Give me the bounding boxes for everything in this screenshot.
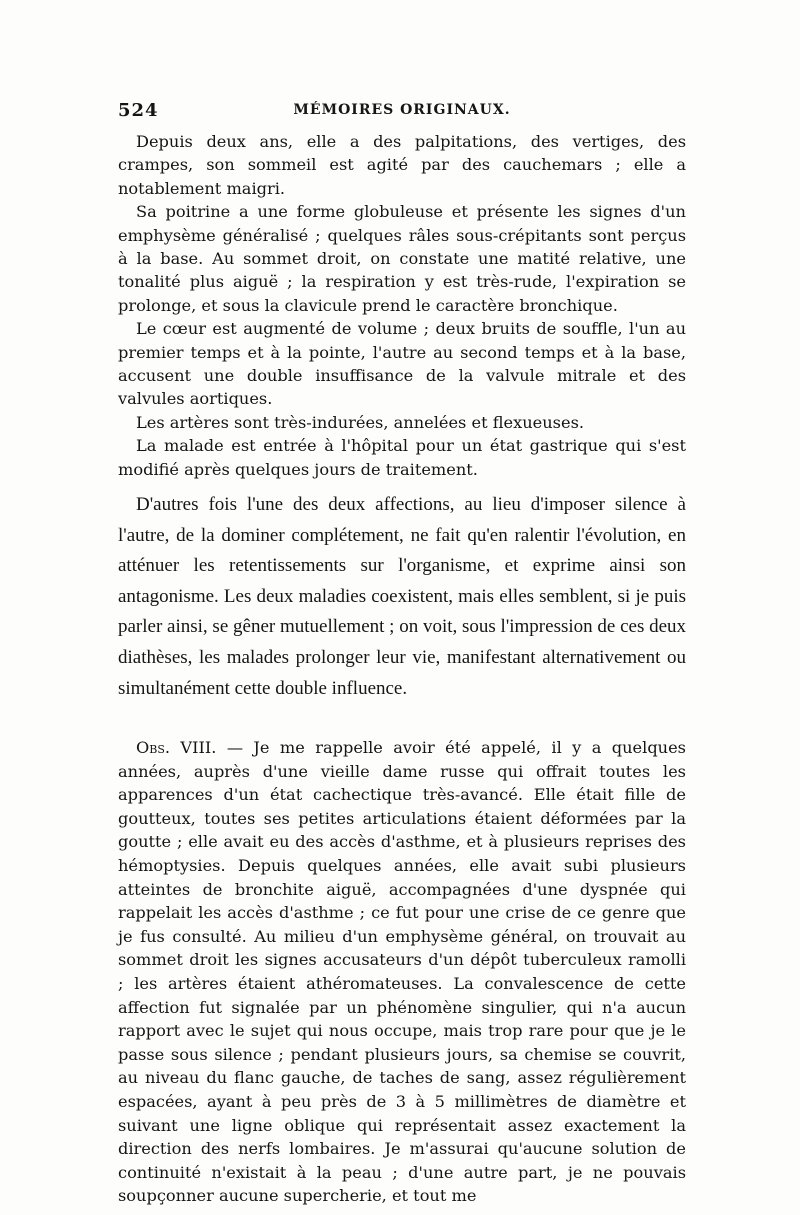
observation-paragraph (118, 736, 686, 1208)
case-paragraph: Depuis deux ans, elle a des palpitations, des vertiges, des crampes, son sommeil est agité par des cauchemars ; elle a notablement maigri. (118, 132, 686, 198)
case-description (118, 130, 686, 481)
main-text (118, 490, 686, 704)
case-paragraph: Sa poitrine a une forme globuleuse et présente les signes d'un emphysème généralisé ; quelques râles sous-crépitants sont perçus à la base. Au sommet droit, on constate une matité relative, une tonalité plus aiguë ; la respiration y est très-rude, l'expiration se prolonge, et sous la clavicule prend le caractère bronchique. (118, 202, 686, 315)
observation-viii (118, 736, 686, 1208)
case-paragraph: Le cœur est augmenté de volume ; deux bruits de souffle, l'un au premier temps et à la pointe, l'autre au second temps et à la base, accusent une double insuffisance de la valvule mitrale et des valvules aortiques. (118, 319, 686, 409)
main-paragraph: D'autres fois l'une des deux affections, au lieu d'imposer silence à l'autre, de la dominer complétement, ne fait qu'en ralentir l'évolution, en atténuer les retentissements sur l'organisme, et exprime ainsi son antagonisme. Les deux maladies coexistent, mais elles semblent, si je puis parler ainsi, se gêner mutuellement ; on voit, sous l'impression de ces deux diathèses, les malades prolonger leur vie, manifestant alternativement ou simultanément cette double influence. (118, 494, 687, 699)
page-number: 524 (118, 100, 159, 121)
case-paragraph: Les artères sont très-indurées, annelées et flexueuses. (136, 412, 585, 432)
case-paragraph: La malade est entrée à l'hôpital pour un état gastrique qui s'est modifié après quelques jours de traitement. (118, 436, 686, 479)
observation-text: — Je me rappelle avoir été appelé, il y a quelques années, auprès d'une vieille dame russe qui offrait toutes les apparences d'un état cachectique très-avancé. Elle était fille de goutteux, toutes ses petites articulations étaient déformées par la goutte ; elle avait eu des accès d'asthme, et à plusieurs reprises des hémoptysies. Depuis quelques années, elle avait subi plusieurs atteintes de bronchite aiguë, accompagnées d'une dyspnée qui rappelait les accès d'asthme ; ce fut pour une crise de ce genre que je fus consulté. Au milieu d'un emphysème général, on trouvait au sommet droit les signes accusateurs d'un dépôt tuberculeux ramolli ; les artères étaient athéromateuses. La convalescence de cette affection fut signalée par un phénomène singulier, qui n'a aucun rapport avec le sujet qui nous occupe, mais trop rare pour que je le passe sous silence ; pendant plusieurs jours, sa chemise se couvrit, au niveau du flanc gauche, de taches de sang, assez régulièrement espacées, ayant à peu près de 3 à 5 millimètres de diamètre et suivant une ligne oblique qui représentait assez exactement la direction des nerfs lombaires. Je m'assurai qu'aucune solution de continuité n'existait à la peau ; d'une autre part, je ne pouvais soupçonner aucune supercherie, et tout me (118, 738, 686, 1206)
running-head: MÉMOIRES ORIGINAUX. (293, 102, 511, 118)
observation-label: Obs. VIII. (136, 738, 217, 757)
page-header (118, 100, 686, 124)
